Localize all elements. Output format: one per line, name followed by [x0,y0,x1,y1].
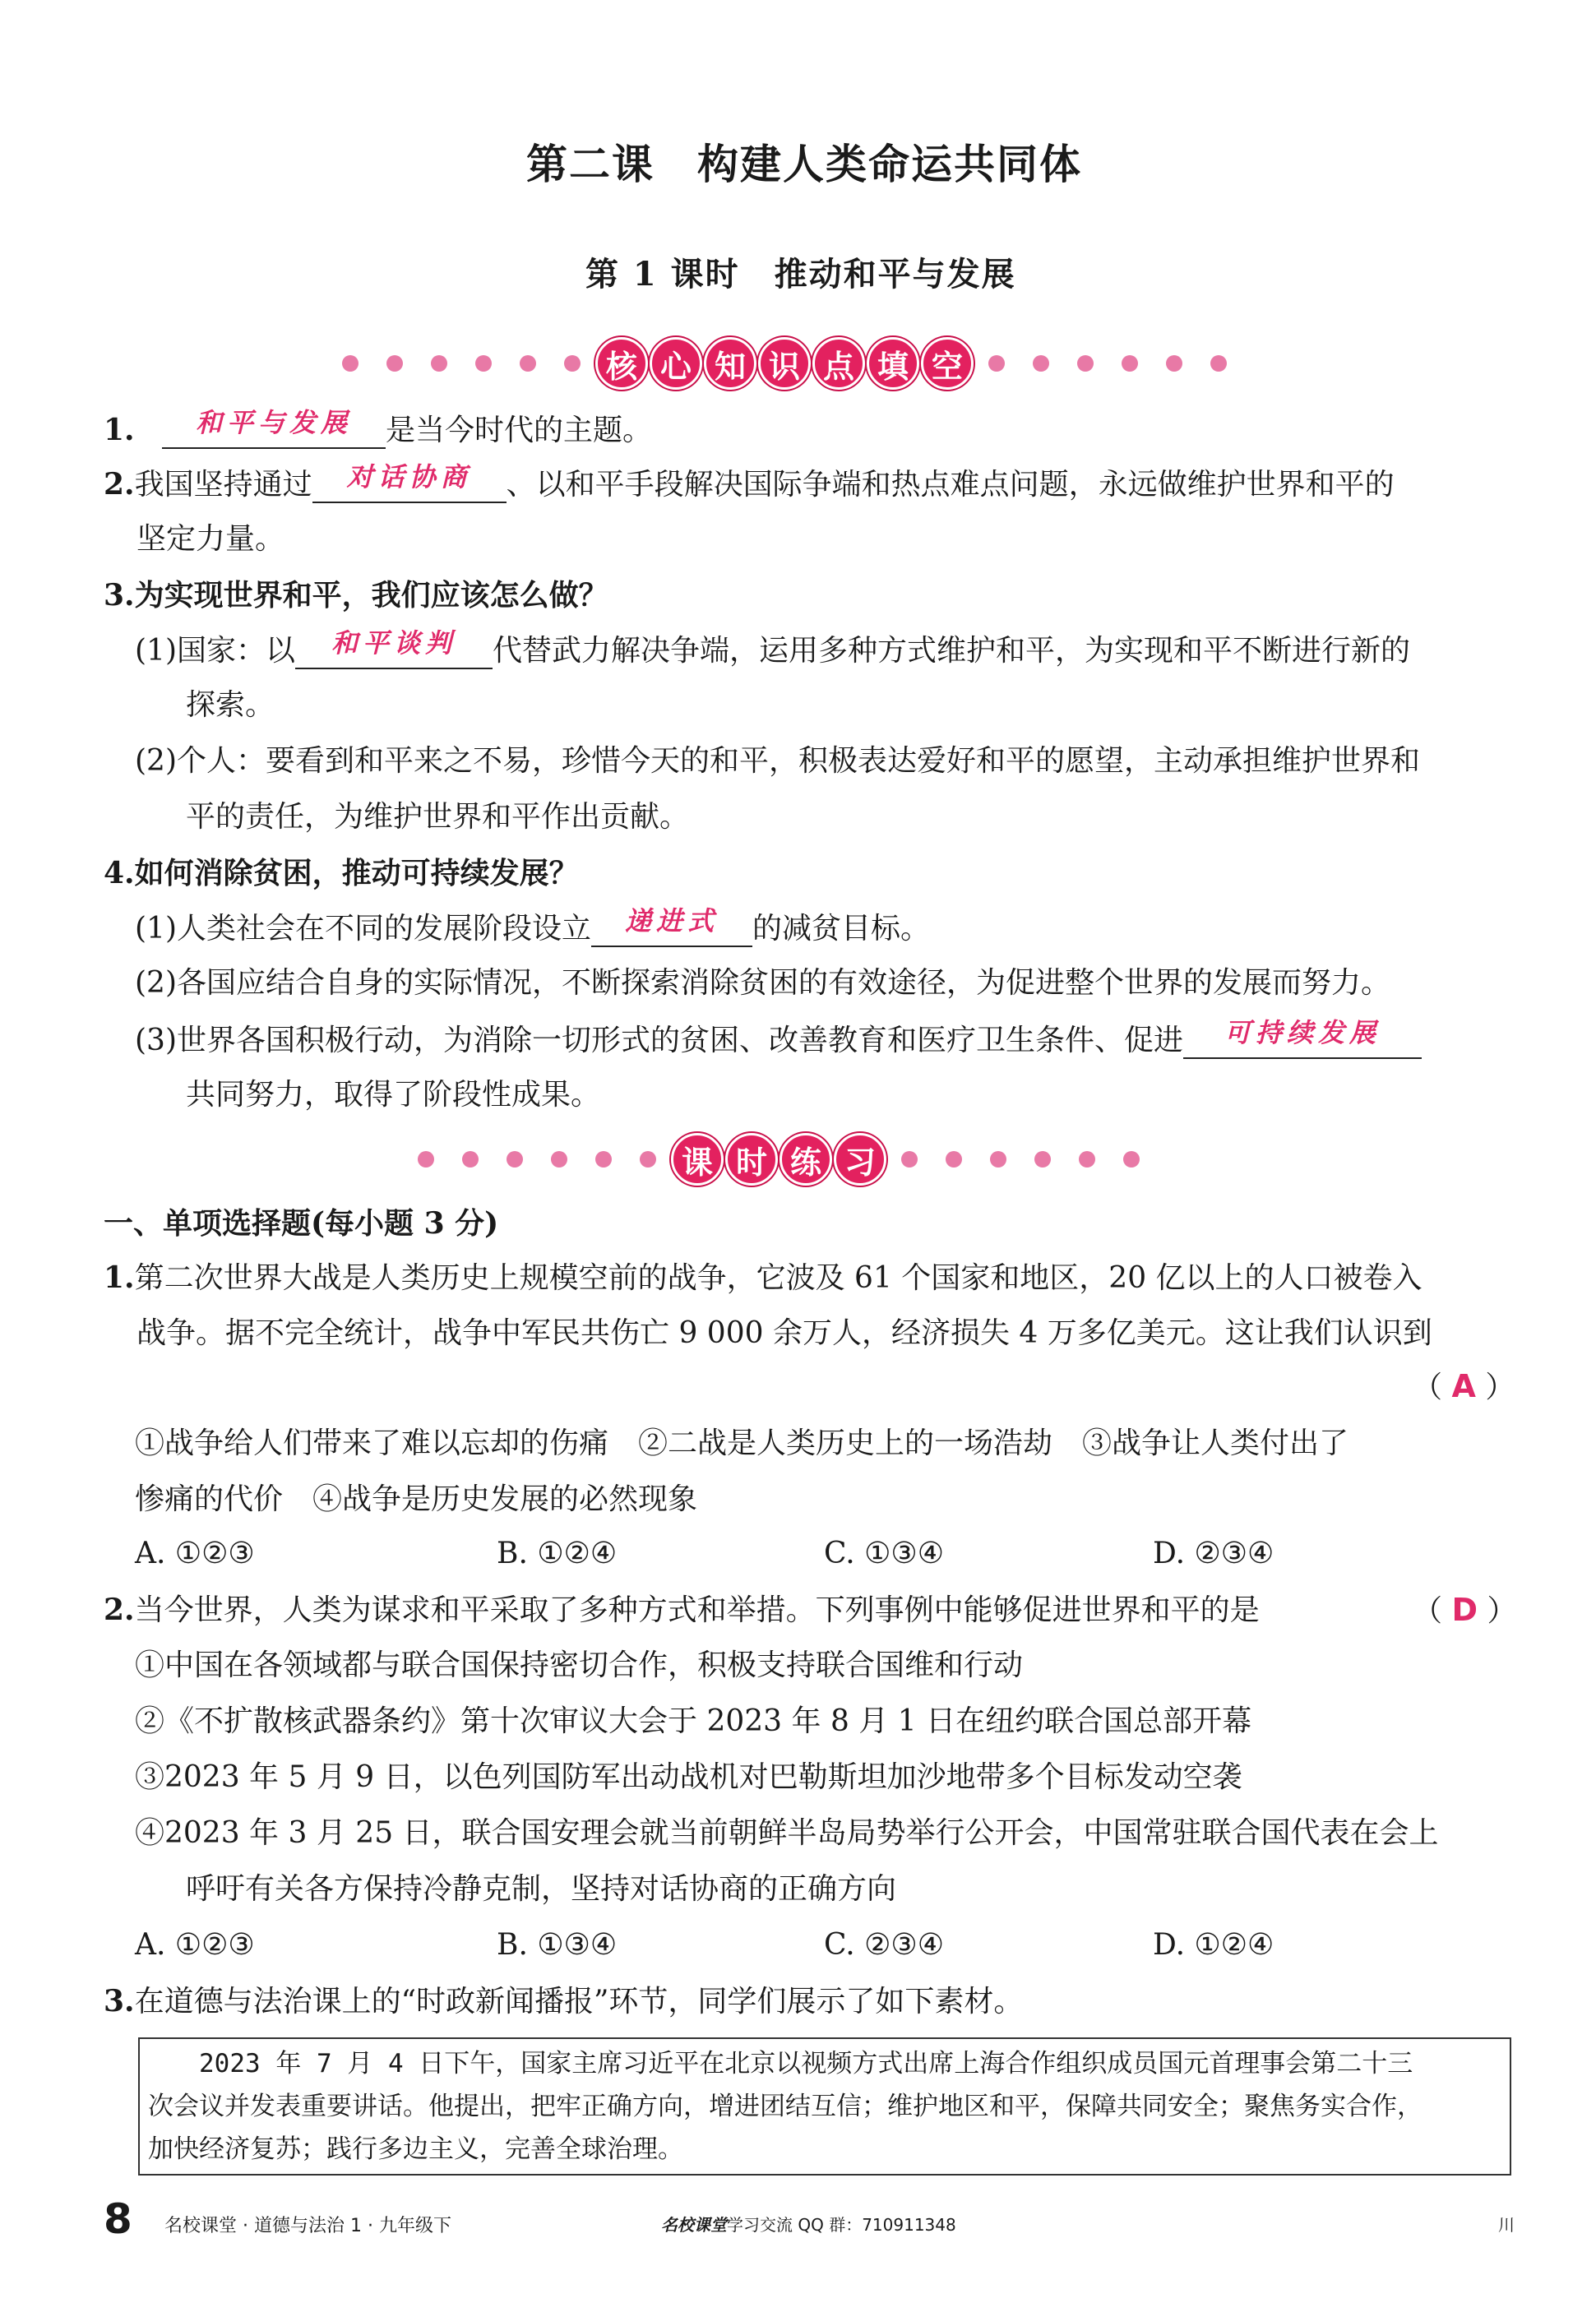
marked-answer: A [1451,1368,1476,1404]
section-title-badges [595,337,974,390]
practice-question-1-options: ①战争给人们带来了难以忘却的伤痛 ②二战是人类历史上的一场浩劫 ③战争让人类付出了 [135,1427,1349,1460]
qq-group-text: 学习交流 QQ 群：710911348 [727,2215,956,2235]
footer-center [661,2212,956,2236]
banner-dots-left [342,355,581,372]
question-text: 在道德与法治课上的“时政新闻播报”环节，同学们展示了如下素材。 [134,1985,1024,2018]
badge-char: 核 [595,337,648,390]
badge-char: 知 [704,337,756,390]
question-number: 2. [104,467,135,502]
marked-answer: D [1451,1592,1478,1628]
choice-d: D. ②③④ [1153,1537,1274,1570]
question-text: 当今世界，人类为谋求和平采取了多种方式和举措。下列事例中能够促进世界和平的是 [134,1593,1260,1627]
question-text: 、以和平手段解决国际争端和热点难点问题，永远做维护世界和平的 [506,468,1395,502]
fill-question-2 [104,461,1395,503]
section-banner-knowledge [342,337,1227,390]
question-title: 如何消除贫困，推动可持续发展？ [134,856,579,890]
banner-dots-left [418,1151,656,1168]
material-line: 次会议并发表重要讲话。他提出，把牢正确方向，增进团结互信；维护地区和平，保障共同安全；聚焦务实合作， [148,2092,1423,2121]
badge-char: 习 [834,1133,886,1186]
material-line: 2023 年 7 月 4 日下午，国家主席习近平在北京以视频方式出席上海合作组织成员国元首理事会第二十三 [148,2049,1413,2078]
fill-question-4-title [104,855,579,891]
practice-question-2-item: ①中国在各领域都与联合国保持密切合作，积极支持联合国维和行动 [135,1648,1024,1682]
fill-question-4-part2: (2)各国应结合自身的实际情况，不断探索消除贫困的有效途径，为促进整个世界的发展而努力。 [135,966,1390,1000]
lesson-title: 第二课 构建人类命运共同体 [526,140,1082,188]
handwritten-answer: 对话协商 [346,461,472,492]
fill-question-4-part3 [135,1017,1422,1059]
handwritten-answer: 可持续发展 [1224,1017,1381,1048]
practice-question-1 [104,1260,1423,1297]
question-text: 第二次世界大战是人类历史上规模空前的战争，它波及 61 个国家和地区，20 亿以上的人口被卷入 [134,1261,1423,1295]
practice-question-3 [104,1983,1023,2020]
question-number: 1. [104,413,135,447]
answer-bracket: （ A ） [1413,1368,1515,1404]
fill-question-3-part2: (2)个人：要看到和平来之不易，珍惜今天的和平，积极表达爱好和平的愿望，主动承担维护世界和 [135,744,1420,778]
material-line: 加快经济复苏；践行多边主义，完善全球治理。 [148,2134,683,2164]
answer-blank [312,461,507,503]
choice-a: A. ①②③ [135,1537,255,1570]
badge-char: 课 [671,1133,724,1186]
handwritten-answer: 和平谈判 [331,627,456,659]
badge-char: 练 [779,1133,832,1186]
material-box [138,2037,1511,2176]
fill-question-3-title [104,577,608,613]
question-text: (1)人类社会在不同的发展阶段设立 [135,912,591,946]
question-title: 为实现世界和平，我们应该怎么做？ [134,578,608,613]
fill-question-1 [104,407,653,449]
practice-question-2-item: ④2023 年 3 月 25 日，联合国安理会就当前朝鲜半岛局势举行公开会，中国常驻联合国代表在会上 [135,1816,1439,1850]
handwritten-answer: 和平与发展 [196,407,353,438]
answer-bracket: （ D ） [1413,1592,1517,1628]
choice-c: C. ①③④ [824,1537,944,1570]
fill-question-4-part1 [135,905,931,947]
practice-question-1-line2: 战争。据不完全统计，战争中军民共伤亡 9 000 余万人，经济损失 4 万多亿美元。这让我们认识到 [136,1316,1432,1350]
fill-question-3-part1-line2: 探索。 [186,688,275,722]
question-text: (3)世界各国积极行动，为消除一切形式的贫困、改善教育和医疗卫生条件、促进 [135,1024,1183,1057]
answer-blank [1183,1017,1422,1059]
badge-char: 识 [758,337,811,390]
choice-a: A. ①②③ [135,1928,255,1962]
badge-char: 点 [812,337,865,390]
fill-question-2-line2: 坚定力量。 [136,522,285,556]
question-text: 我国坚持通过 [134,468,312,502]
page-number: 8 [104,2195,132,2243]
question-number: 1. [104,1260,135,1295]
practice-question-2 [104,1592,1260,1629]
practice-question-2-item: ③2023 年 5 月 9 日，以色列国防军出动战机对巴勒斯坦加沙地带多个目标发动空袭 [135,1760,1242,1794]
choice-b: B. ①②④ [497,1537,618,1570]
answer-blank [295,627,493,669]
question-text: 是当今时代的主题。 [386,414,653,447]
practice-question-2-item: ②《不扩散核武器条约》第十次审议大会于 2023 年 8 月 1 日在纽约联合国总部开幕 [135,1704,1252,1738]
question-text: (1)国家：以 [135,634,295,668]
section-title-badges [671,1133,886,1186]
badge-char: 填 [867,337,919,390]
fill-question-4-part3-line2: 共同努力，取得了阶段性成果。 [186,1078,601,1112]
question-number: 3. [104,1984,135,2018]
question-number: 2. [104,1593,135,1627]
practice-heading: 一、单项选择题(每小题 3 分) [104,1206,499,1241]
section-banner-practice [418,1133,1140,1186]
practice-question-2-item-line2: 呼吁有关各方保持冷静克制，坚持对话协商的正确方向 [186,1872,897,1906]
question-number: 4. [104,856,135,890]
choice-b: B. ①③④ [497,1928,618,1962]
handwritten-answer: 递进式 [624,905,719,936]
period-title: 第 1 课时 推动和平与发展 [585,255,1016,294]
brand-logo: 名校课堂 [661,2215,727,2235]
choice-d: D. ①②④ [1153,1928,1274,1962]
question-number: 3. [104,578,135,613]
question-text: 的减贫目标。 [752,912,931,946]
choice-c: C. ②③④ [824,1928,944,1962]
banner-dots-right [901,1151,1140,1168]
banner-dots-right [988,355,1227,372]
practice-question-1-options-line2: 惨痛的代价 ④战争是历史发展的必然现象 [135,1482,698,1516]
book-title: 名校课堂 · 道德与法治 1 · 九年级下 [164,2216,451,2236]
fill-question-3-part2-line2: 平的责任，为维护世界和平作出贡献。 [186,800,690,834]
answer-blank [162,407,386,449]
badge-char: 时 [725,1133,778,1186]
badge-char: 心 [650,337,702,390]
badge-char: 空 [921,337,974,390]
question-text: 代替武力解决争端，运用多种方式维护和平，为实现和平不断进行新的 [493,634,1411,668]
answer-blank [591,905,752,947]
region-mark: 川 [1498,2215,1515,2235]
fill-question-3-part1 [135,627,1411,669]
